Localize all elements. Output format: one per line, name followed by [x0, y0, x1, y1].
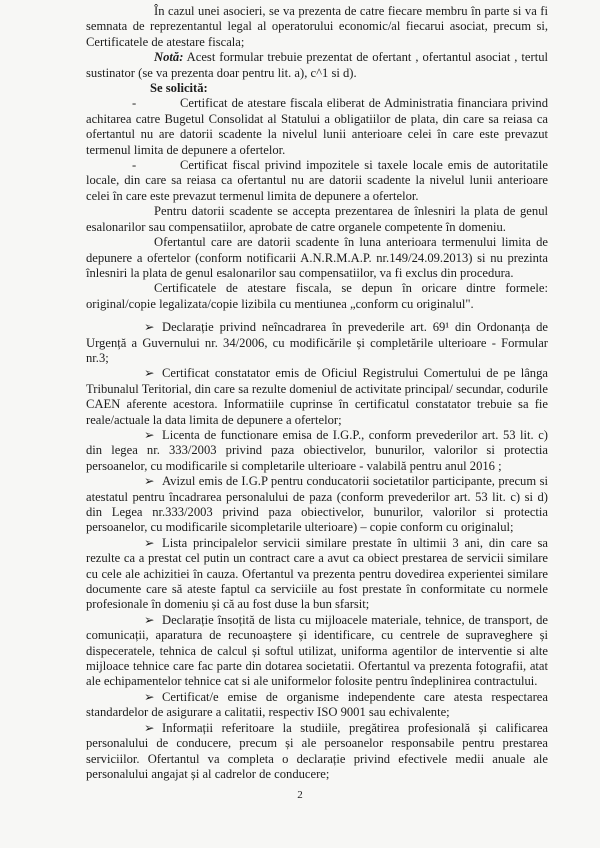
arrow-bullet-icon: ➢	[144, 474, 155, 489]
arrow-item-text: Lista principalelor servicii similare prestate în ultimii 3 ani, din care sa rezulte ca a prestat cel putin un contract care a avut ca obiect prestarea de servicii similare cu cele ale achizitiei în cauza. Ofertantul va prezenta pentru dovedirea experientei similare documente care să ateste faptul ca serviciile au fost prestate în conformitate cu normele profesionale în domeniu și că au fost duse la bun sfarsit;	[86, 535, 548, 612]
se-solicita-heading: Se solicită:	[150, 81, 208, 96]
arrow-item-text: Certificat/e emise de organisme independente care atesta respectarea standardelor de asigurare a calitatii, respectiv ISO 9001 sau echivalente;	[86, 689, 548, 720]
arrow-bullet-icon: ➢	[144, 689, 155, 704]
arrow-item	[86, 366, 548, 428]
body-paragraph: Certificatele de atestare fiscala, se depun în oricare dintre formele: original/copie legalizata/copie lizibila cu mentiunea „conform cu originalul".	[86, 281, 548, 311]
arrow-item	[86, 613, 548, 690]
nota-text: Acest formular trebuie prezentat de ofertant , ofertantul asociat , tertul sustinator (se va prezenta doar pentru lit. a), c^1 si d).	[86, 50, 548, 80]
arrow-item	[86, 690, 548, 721]
arrow-item-text: Declarație privind neîncadrarea în prevederile art. 69¹ din Ordonanța de Urgență a Guvernului nr. 34/2006, cu modificările și completările ulterioare - Formular nr.3;	[86, 320, 548, 365]
nota-paragraph	[86, 50, 548, 81]
solicitare-text: Certificat de atestare fiscala eliberat de Administratia financiara privind achitarea catre Bugetul Consolidat al Statului a obligatiilor de plata, din care sa reiasa ca ofertantul nu are datorii scadente la nivelul lunii anterioare celei în care este prevazut termenul limita de depunere a ofertelor.	[86, 96, 548, 157]
arrow-bullet-icon: ➢	[144, 320, 155, 335]
arrow-item	[86, 428, 548, 474]
arrow-item	[86, 474, 548, 536]
arrow-item-text: Licenta de functionare emisa de I.G.P., conform prevederilor art. 53 lit. c) din legea nr. 333/2003 privind paza obiectivelor, bunurilor, valorilor si protectia persoanelor, cu modificarile si completarile ulterioare - valabilă pentru anul 2016 ;	[86, 427, 548, 473]
nota-label: Notă:	[154, 50, 184, 65]
arrow-item	[86, 721, 548, 783]
association-paragraph: În cazul unei asocieri, se va prezenta de catre fiecare membru în parte si va fi semnata de reprezentantul legal al operatorului economic/al fiecarui asociat, precum si, Certificatele de atestare fiscala;	[86, 4, 548, 49]
arrow-item-text: Informații referitoare la studiile, pregătirea profesională și calificarea personalului de conducere, precum și ale persoanelor responsabile pentru prestarea serviciilor. Ofertantul va completa o declarație privind efectivele medii anuale ale personalului angajat și al cadrelor de conducere;	[86, 720, 548, 781]
body-paragraph: Ofertantul care are datorii scadente în luna anterioara termenului limita de depunere a ofertelor (conform notificarii A.N.R.M.A.P. nr.149/24.09.2013) si nu prezinta înlesniri la plata de genul esalonarilor sau compensatiilor, va fi exclus din procedura.	[86, 235, 548, 280]
arrow-bullet-icon: ➢	[144, 720, 155, 735]
arrow-item	[86, 320, 548, 366]
arrow-item-text: Declarație însoțită de lista cu mijloacele materiale, tehnice, de transport, de comunicații, aparatura de recunoaștere și identificare, cu centrele de supraveghere și dispeceratele, tehnica de calcul și softul utilizat, uniforma agentilor de interventie si alte mijloace tehnice care fac parte din dotarea societatii. Ofertantul va prezenta fotografii, atat ale echipamentelor tehnice cat si ale uniformelor folosite pentru îndeplinirea contractului.	[86, 612, 548, 689]
solicitare-text: Certificat fiscal privind impozitele si taxele locale emis de autoritatile locale, din care sa reiasa ca ofertantul nu are datorii scadente la nivelul lunii anterioare celei în care este prevazut termenul limita de depunere a ofertelor.	[86, 158, 548, 203]
solicitare-item	[86, 96, 548, 158]
arrow-item	[86, 536, 548, 613]
page-number: 2	[297, 789, 303, 801]
solicitare-item	[86, 158, 548, 204]
body-paragraph: Pentru datorii scadente se accepta prezentarea de înlesniri la plata de genul esalonarilor sau compensatiilor, aprobate de catre organele competente în domeniu.	[86, 204, 548, 234]
arrow-item-text: Certificat constatator emis de Oficiul Registrului Comertului de pe lânga Tribunalul Teritorial, din care sa rezulte domeniul de activitate principal/ secundar, codurile CAEN aferente acestora. Informatiile cuprinse în certificatul constatator trebuie sa fie reale/actuale la data limita de depunere a ofertelor;	[86, 366, 548, 427]
arrow-bullet-icon: ➢	[144, 612, 155, 627]
dash-marker: -	[132, 158, 137, 173]
arrow-bullet-icon: ➢	[144, 366, 155, 381]
arrow-item-text: Avizul emis de I.G.P pentru conducatorii societatilor participante, precum si atestatul pentru încadrarea personalului de paza (conform prevederilor art. 53 lit. c) si d) din Legea nr.333/2003 privind paza obiectivelor, bunurilor, valorilor si protectia persoanelor, cu modificarile sicompletarile ulterioare) – copie conform cu originalul;	[86, 474, 548, 535]
dash-marker: -	[132, 96, 137, 111]
arrow-bullet-icon: ➢	[144, 427, 155, 442]
arrow-bullet-icon: ➢	[144, 535, 155, 550]
